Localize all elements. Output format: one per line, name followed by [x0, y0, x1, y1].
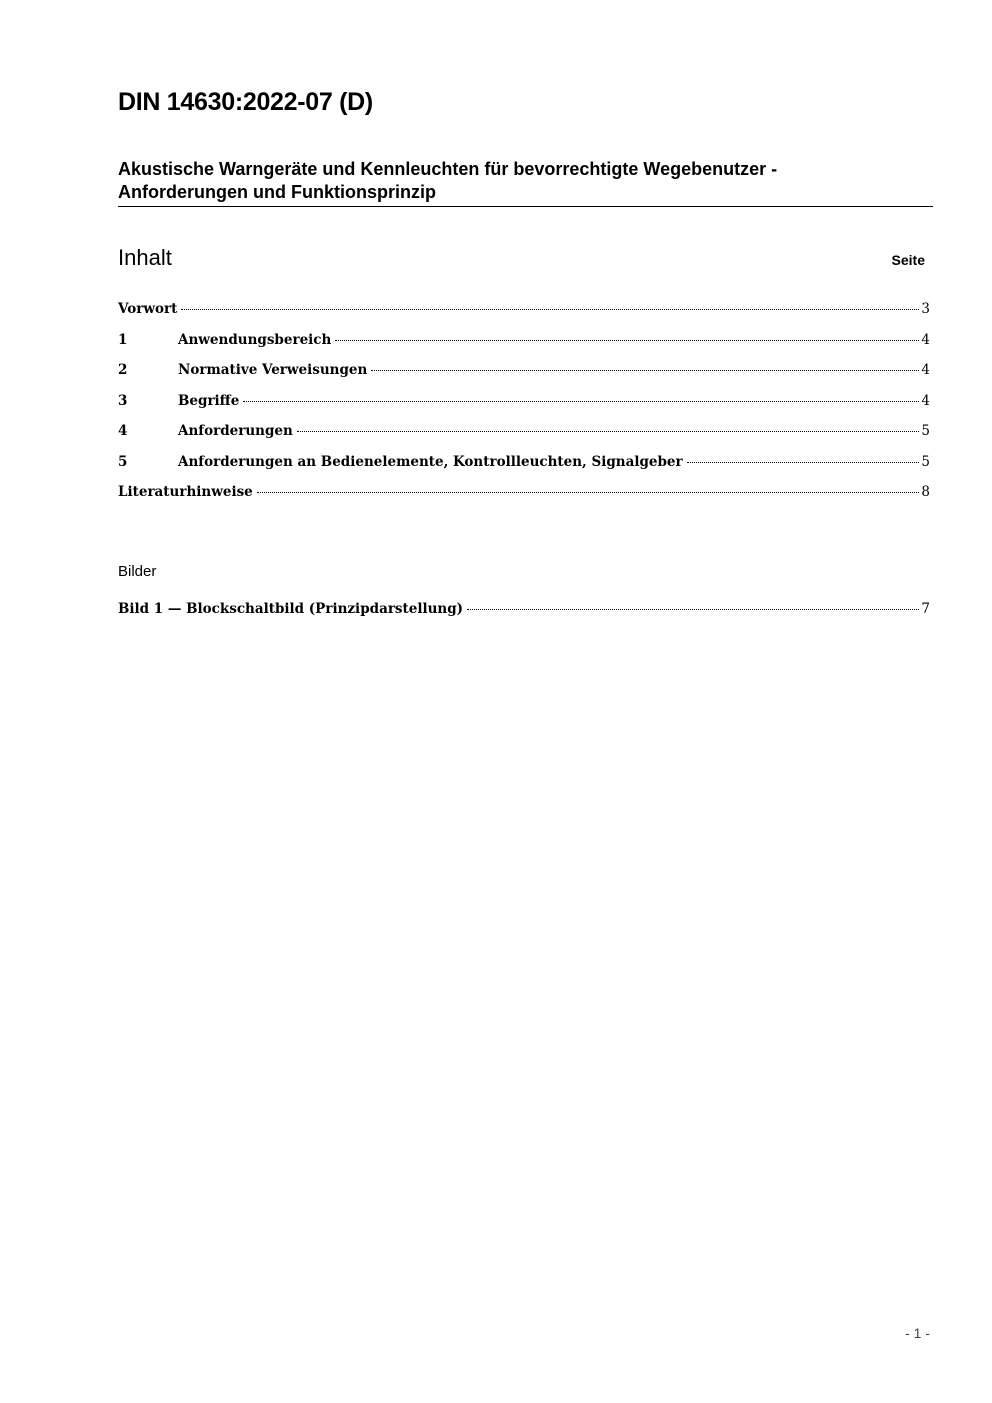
- toc-entry-page: 5: [921, 423, 930, 439]
- toc-entry-text: Normative Verweisungen: [178, 362, 368, 378]
- document-subtitle: [118, 158, 933, 207]
- toc-entry[interactable]: [118, 484, 930, 515]
- toc-leader-dots: [371, 369, 919, 371]
- subtitle-line-2: Anforderungen und Funktionsprinzip: [118, 182, 436, 202]
- toc-entry-page: 4: [921, 392, 930, 409]
- toc-entry[interactable]: [118, 423, 930, 454]
- toc-entry-text: Anforderungen an Bedienelemente, Kontrollleuchten, Signalgeber: [178, 453, 683, 470]
- toc-entry[interactable]: [118, 362, 930, 393]
- toc-leader-dots: [467, 608, 919, 610]
- toc-entry[interactable]: [118, 301, 930, 332]
- toc-entry-text: Anforderungen: [178, 423, 293, 439]
- toc-list: [118, 301, 930, 515]
- subtitle-line-1: Akustische Warngeräte und Kennleuchten für bevorrechtigte Wegebenutzer -: [118, 159, 778, 179]
- page-number: - 1 -: [905, 1325, 930, 1341]
- toc-entry-number: 2: [118, 362, 128, 378]
- toc-entry[interactable]: [118, 332, 930, 363]
- toc-entry-page: 5: [921, 453, 930, 470]
- toc-entry-page: 4: [921, 331, 930, 348]
- figures-list: [118, 601, 930, 632]
- toc-leader-dots: [243, 400, 919, 402]
- toc-entry-text: Anwendungsbereich: [178, 331, 332, 348]
- toc-entry-number: 3: [118, 392, 128, 409]
- toc-entry[interactable]: [118, 454, 930, 485]
- toc-leader-dots: [181, 308, 919, 310]
- figure-entry[interactable]: [118, 601, 930, 632]
- toc-leader-dots: [257, 491, 920, 493]
- toc-entry-page: 4: [921, 362, 930, 378]
- figures-heading: Bilder: [118, 563, 157, 580]
- toc-entry-page: 3: [921, 301, 930, 317]
- toc-entry-text: Vorwort: [118, 301, 178, 317]
- figure-entry-page: 7: [921, 601, 930, 617]
- toc-entry-text: Begriffe: [178, 392, 240, 409]
- figure-entry-text: Bild 1 — Blockschaltbild (Prinzipdarstellung): [118, 601, 464, 617]
- toc-leader-dots: [335, 339, 919, 341]
- toc-leader-dots: [297, 430, 920, 432]
- toc-entry-number: 4: [118, 423, 128, 439]
- toc-page-column-label: Seite: [891, 252, 925, 268]
- toc-heading: Inhalt: [118, 245, 172, 270]
- toc-leader-dots: [687, 461, 920, 463]
- document-title: DIN 14630:2022-07 (D): [118, 88, 373, 116]
- toc-entry-text: Literaturhinweise: [118, 484, 253, 500]
- toc-entry[interactable]: [118, 393, 930, 424]
- toc-entry-number: 5: [118, 453, 128, 470]
- toc-entry-number: 1: [118, 331, 128, 348]
- toc-entry-page: 8: [921, 484, 930, 500]
